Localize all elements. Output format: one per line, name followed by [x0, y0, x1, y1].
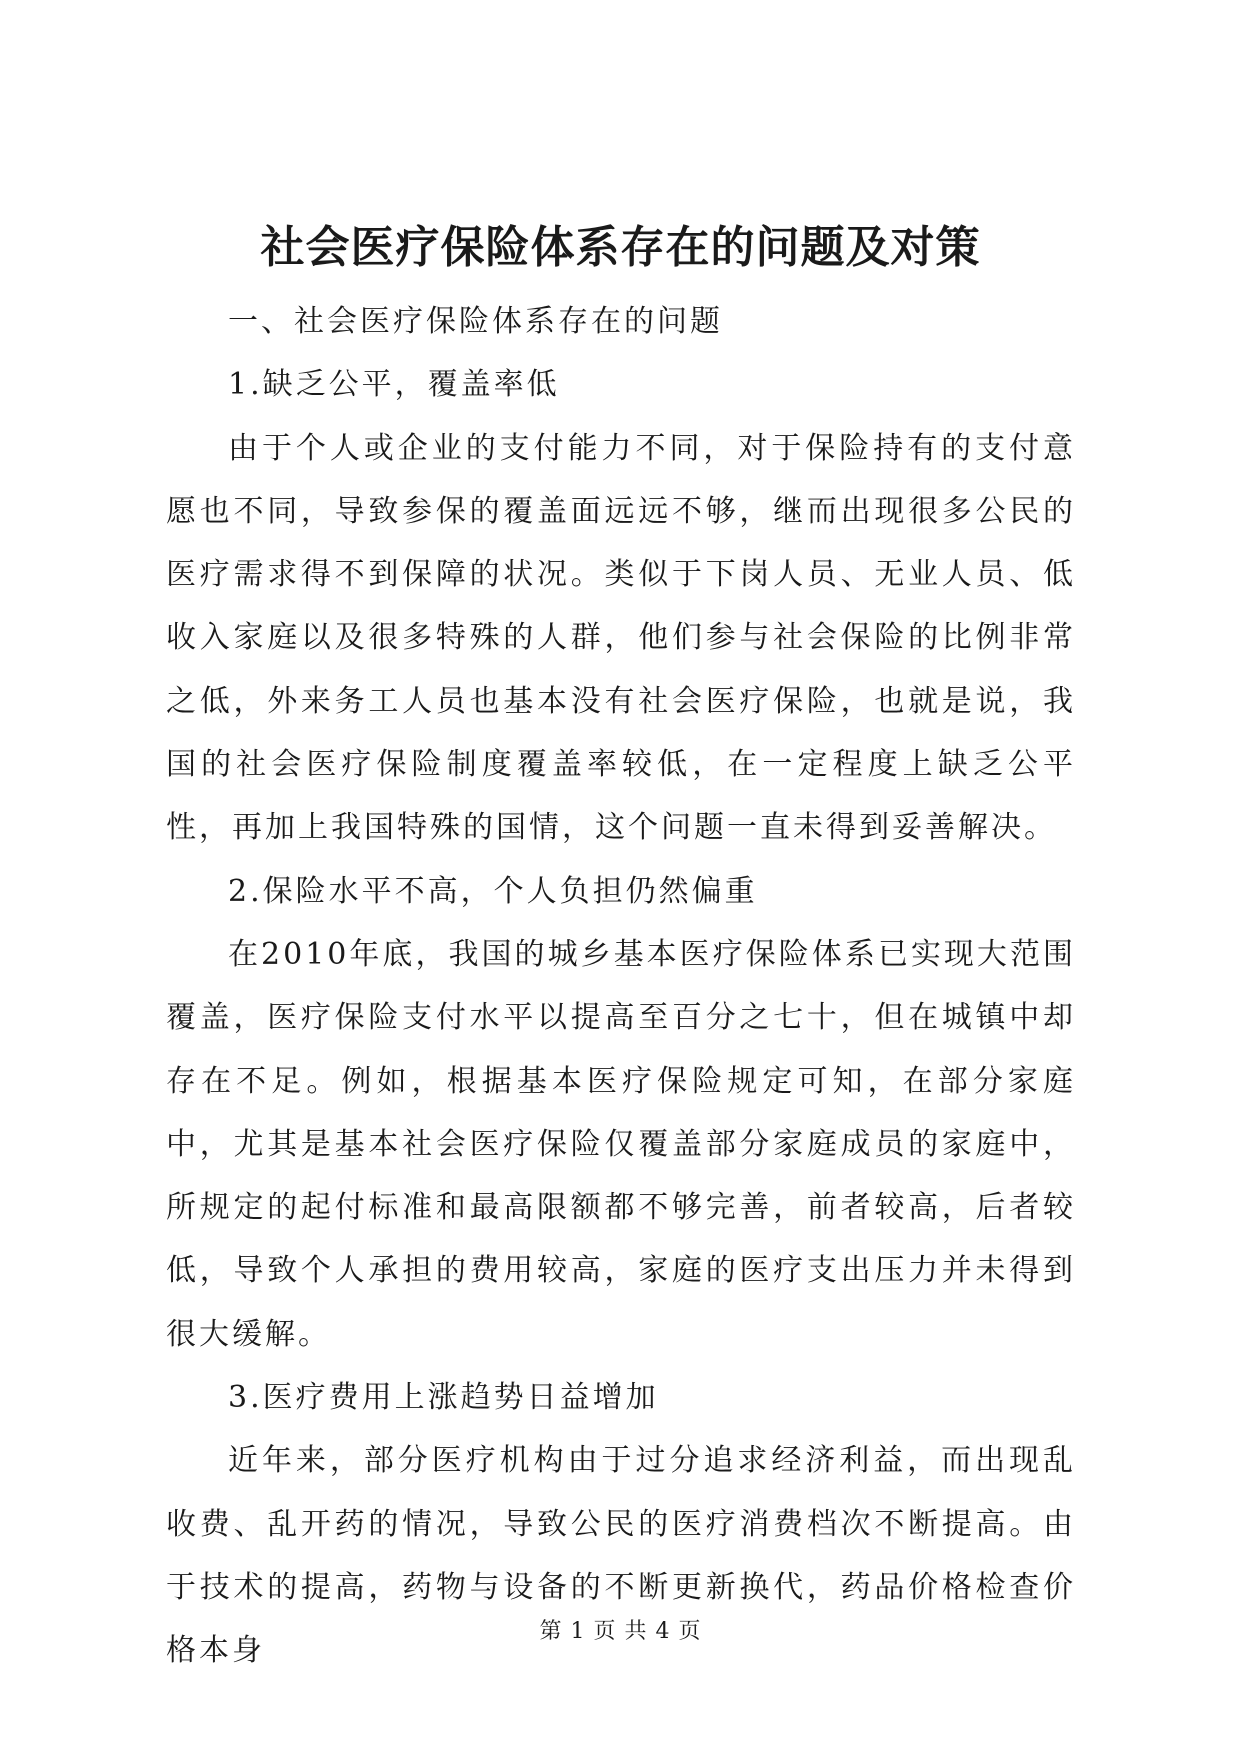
document-body [166, 290, 1076, 1683]
subheading-2: 2.保险水平不高，个人负担仍然偏重 [228, 873, 758, 909]
paragraph-2: 在2010年底，我国的城乡基本医疗保险体系已实现大范围覆盖，医疗保险支付水平以提高至百分之七十，但在城镇中却存在不足。例如，根据基本医疗保险规定可知，在部分家庭中，尤其是基本社会医疗保险仅覆盖部分家庭成员的家庭中，所规定的起付标准和最高限额都不够完善，前者较高，后者较低，导致个人承担的费用较高，家庭的医疗支出压力并未得到很大缓解。 [166, 936, 1076, 1352]
page-footer: 第 1 页 共 4 页 [539, 1619, 702, 1644]
paragraph-3: 近年来，部分医疗机构由于过分追求经济利益，而出现乱收费、乱开药的情况，导致公民的医疗消费档次不断提高。由于技术的提高，药物与设备的不断更新换代，药品价格检查价格本身 [166, 1443, 1076, 1669]
paragraph-1: 由于个人或企业的支付能力不同，对于保险持有的支付意愿也不同，导致参保的覆盖面远远不够，继而出现很多公民的医疗需求得不到保障的状况。类似于下岗人员、无业人员、低收入家庭以及很多特殊的人群，他们参与社会保险的比例非常之低，外来务工人员也基本没有社会医疗保险，也就是说，我国的社会医疗保险制度覆盖率较低，在一定程度上缺乏公平性，再加上我国特殊的国情，这个问题一直未得到妥善解决。 [166, 430, 1076, 846]
subheading-1: 1.缺乏公平，覆盖率低 [228, 367, 560, 403]
section-heading: 一、社会医疗保险体系存在的问题 [228, 304, 723, 339]
subheading-3: 3.医疗费用上涨趋势日益增加 [228, 1380, 659, 1416]
document-title: 社会医疗保险体系存在的问题及对策 [260, 222, 981, 273]
